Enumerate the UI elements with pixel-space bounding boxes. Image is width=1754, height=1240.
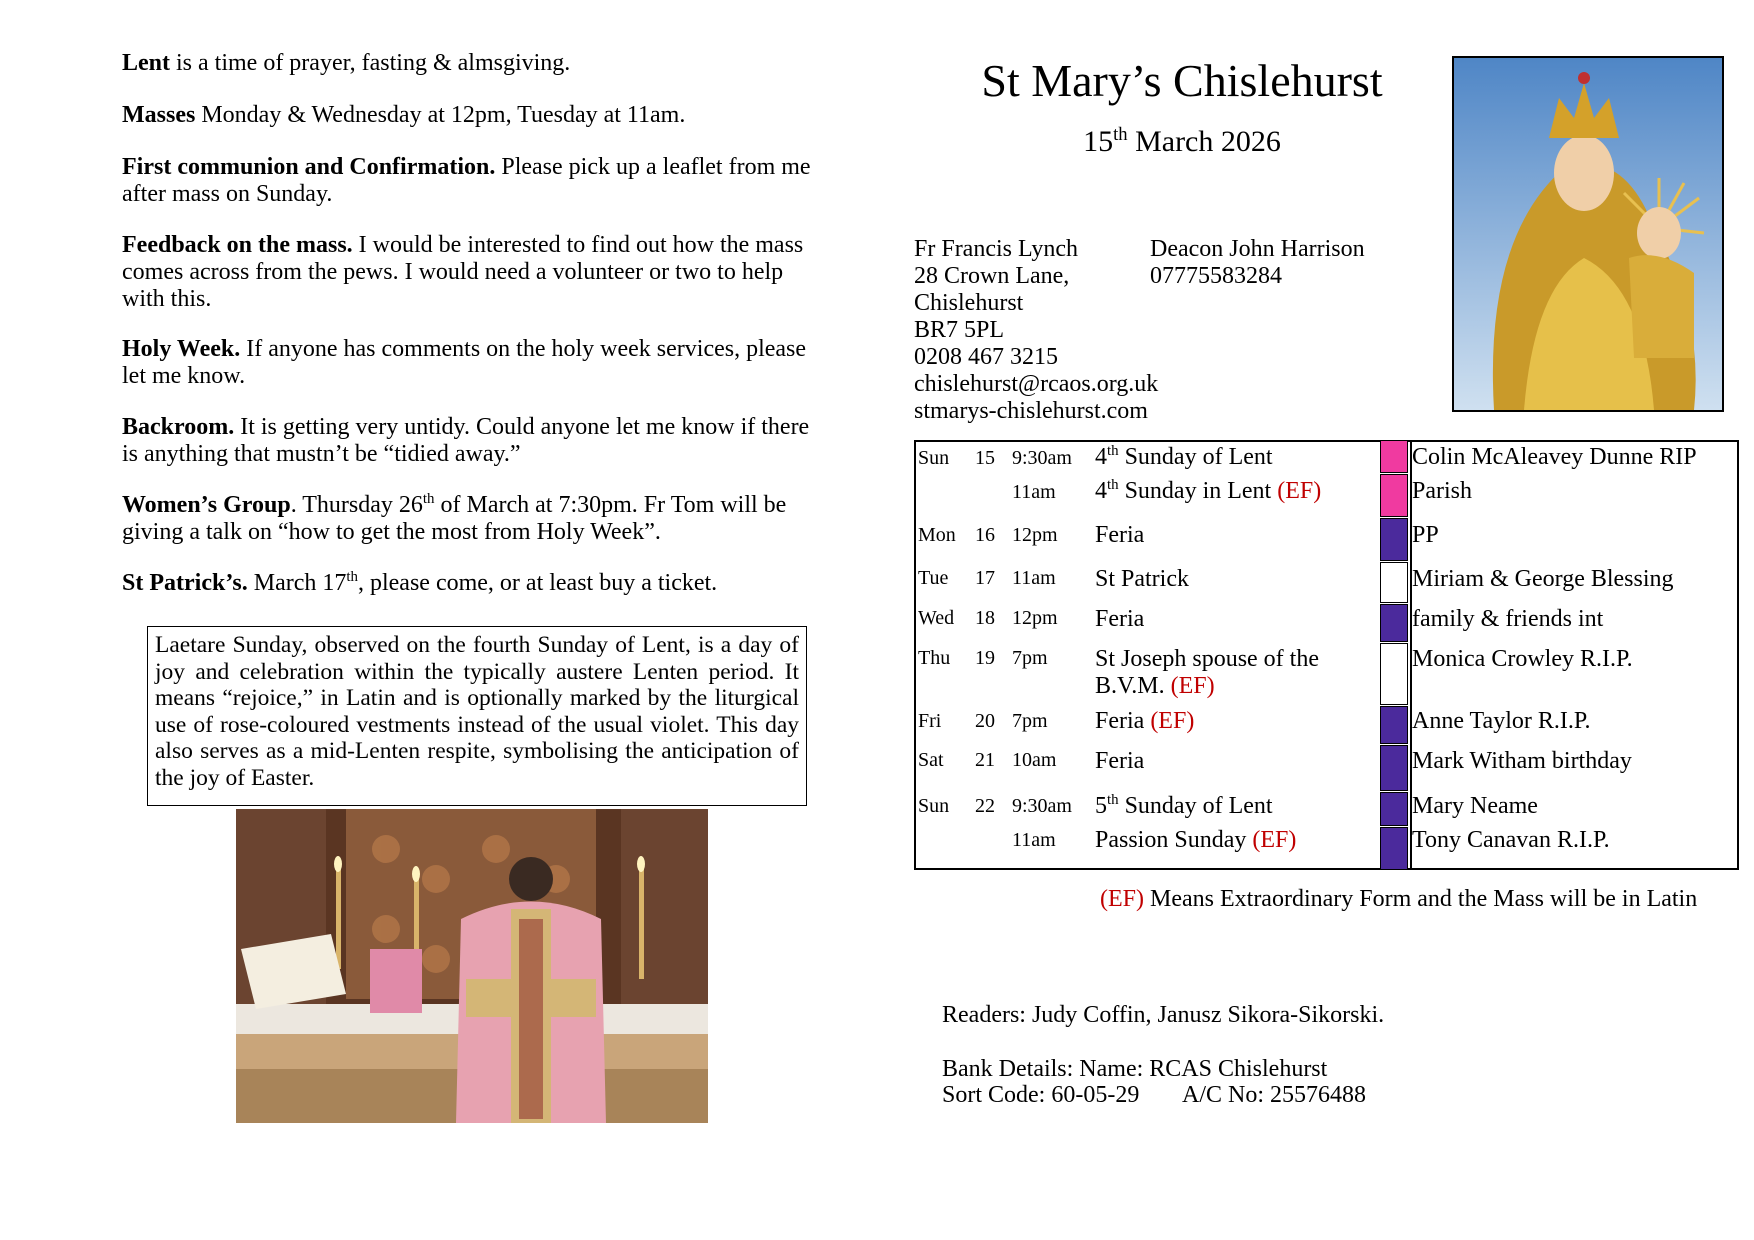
ef-explanation: (EF) Means Extraordinary Form and the Mass will be in Latin xyxy=(1100,886,1698,912)
schedule-time: 7pm xyxy=(1012,710,1048,732)
schedule-feast: Passion Sunday (EF) xyxy=(1095,827,1297,853)
mass-intention: family & friends int xyxy=(1412,606,1604,632)
schedule-date: 18 xyxy=(975,607,995,629)
schedule-day: Thu xyxy=(918,647,951,669)
schedule-time: 9:30am xyxy=(1012,447,1072,469)
schedule-date: 16 xyxy=(975,524,995,546)
schedule-date: 17 xyxy=(975,567,995,589)
deacon-contact xyxy=(1150,236,1365,290)
vestment-color-swatch xyxy=(1380,440,1408,473)
mass-intention: Miriam & George Blessing xyxy=(1412,566,1674,592)
vestment-color-swatch xyxy=(1380,706,1408,744)
schedule-date: 20 xyxy=(975,710,995,732)
vestment-color-swatch xyxy=(1380,518,1408,561)
schedule-day: Sun xyxy=(918,447,950,469)
vestment-color-swatch xyxy=(1380,745,1408,791)
priest-address-line: 28 Crown Lane, xyxy=(914,263,1070,289)
deacon-phone: 07775583284 xyxy=(1150,263,1282,289)
schedule-day: Tue xyxy=(918,567,949,589)
schedule-time: 7pm xyxy=(1012,647,1048,669)
vestment-color-swatch xyxy=(1380,827,1408,870)
madonna-picture xyxy=(1452,56,1724,412)
schedule-feast: Feria xyxy=(1095,606,1145,632)
vestment-color-swatch xyxy=(1380,474,1408,517)
schedule-feast: St Joseph spouse of the B.V.M. (EF) xyxy=(1095,646,1319,699)
mass-intention: Anne Taylor R.I.P. xyxy=(1412,708,1591,734)
deacon-name: Deacon John Harrison xyxy=(1150,236,1365,262)
notice-st-patricks: St Patrick’s. March 17th, please come, or at least buy a ticket. xyxy=(122,569,718,596)
schedule-feast: 5th Sunday of Lent xyxy=(1095,792,1273,819)
schedule-day: Wed xyxy=(918,607,955,629)
schedule-time: 12pm xyxy=(1012,524,1058,546)
schedule-feast: 4th Sunday of Lent xyxy=(1095,443,1273,470)
schedule-time: 11am xyxy=(1012,567,1056,589)
notice-masses: Masses Monday & Wednesday at 12pm, Tuesday at 11am. xyxy=(122,102,686,128)
parish-email[interactable]: chislehurst@rcaos.org.uk xyxy=(914,371,1159,397)
priest-contact xyxy=(914,236,1158,425)
notice-first-communion: First communion and Confirmation. Please pick up a leaflet from me after mass on Sunday. xyxy=(122,154,811,207)
mass-intention: Mark Witham birthday xyxy=(1412,748,1632,774)
mass-intention: Parish xyxy=(1412,478,1472,504)
schedule-time: 9:30am xyxy=(1012,795,1072,817)
parish-title: St Mary’s Chislehurst xyxy=(981,55,1383,106)
priest-phone: 0208 467 3215 xyxy=(914,344,1058,370)
priest-postcode: BR7 5PL xyxy=(914,317,1005,343)
schedule-feast: Feria (EF) xyxy=(1095,708,1195,734)
notice-womens-group: Women’s Group. Thursday 26th of March at 7:30pm. Fr Tom will be giving a talk on “how to get the most from Holy Week”. xyxy=(122,491,787,545)
notice-holy-week: Holy Week. If anyone has comments on the holy week services, please let me know. xyxy=(122,336,807,389)
account-number: A/C No: 25576488 xyxy=(1182,1082,1367,1108)
vestment-color-swatch xyxy=(1380,643,1408,705)
bank-details: Bank Details: Name: RCAS Chislehurst xyxy=(942,1056,1328,1082)
schedule-day: Sat xyxy=(918,749,944,771)
vestment-color-swatch xyxy=(1380,792,1408,826)
mass-intention: Tony Canavan R.I.P. xyxy=(1412,827,1610,853)
schedule-feast: Feria xyxy=(1095,522,1145,548)
mass-intention: PP xyxy=(1412,522,1439,548)
readers: Readers: Judy Coffin, Janusz Sikora-Sikorski. xyxy=(942,1002,1385,1028)
schedule-day: Sun xyxy=(918,795,950,817)
schedule-date: 19 xyxy=(975,647,995,669)
schedule-time: 11am xyxy=(1012,829,1056,851)
parish-website[interactable]: stmarys-chislehurst.com xyxy=(914,398,1148,424)
laetare-note: Laetare Sunday, observed on the fourth Sunday of Lent, is a day of joy and celebration within the typically austere Lenten period. It means “rejoice,” in Latin and is optionally marked by the liturgical use of rose-coloured vestments instead of the usual violet. This day also serves as a mid-Lenten respite, symbolising the anticipation of the joy of Easter. xyxy=(147,626,807,806)
vestment-color-swatch xyxy=(1380,604,1408,642)
schedule-day: Fri xyxy=(918,710,942,732)
schedule-feast: Feria xyxy=(1095,748,1145,774)
vestment-color-swatch xyxy=(1380,562,1408,603)
schedule-feast: St Patrick xyxy=(1095,566,1189,592)
schedule-time: 11am xyxy=(1012,481,1056,503)
priest-town: Chislehurst xyxy=(914,290,1024,316)
schedule-date: 15 xyxy=(975,447,995,469)
notice-feedback: Feedback on the mass. I would be interested to find out how the mass comes across from the pews. I would need a volunteer or two to help with this. xyxy=(122,232,804,312)
schedule-date: 21 xyxy=(975,749,995,771)
schedule-day: Mon xyxy=(918,524,956,546)
mass-intention: Colin McAleavey Dunne RIP xyxy=(1412,444,1697,470)
sort-code: Sort Code: 60-05-29 xyxy=(942,1082,1140,1108)
schedule-feast: 4th Sunday in Lent (EF) xyxy=(1095,477,1322,504)
schedule-time: 12pm xyxy=(1012,607,1058,629)
notice-lent: Lent is a time of prayer, fasting & almsgiving. xyxy=(122,50,571,76)
mass-intention: Mary Neame xyxy=(1412,793,1538,819)
mass-intention: Monica Crowley R.I.P. xyxy=(1412,646,1633,672)
altar-photo xyxy=(236,809,708,1123)
bulletin-date: 15th March 2026 xyxy=(1083,124,1281,158)
schedule-time: 10am xyxy=(1012,749,1057,771)
schedule-date: 22 xyxy=(975,795,995,817)
priest-name: Fr Francis Lynch xyxy=(914,236,1078,262)
notice-backroom: Backroom. It is getting very untidy. Could anyone let me know if there is anything that mustn’t be “tidied away.” xyxy=(122,414,810,467)
